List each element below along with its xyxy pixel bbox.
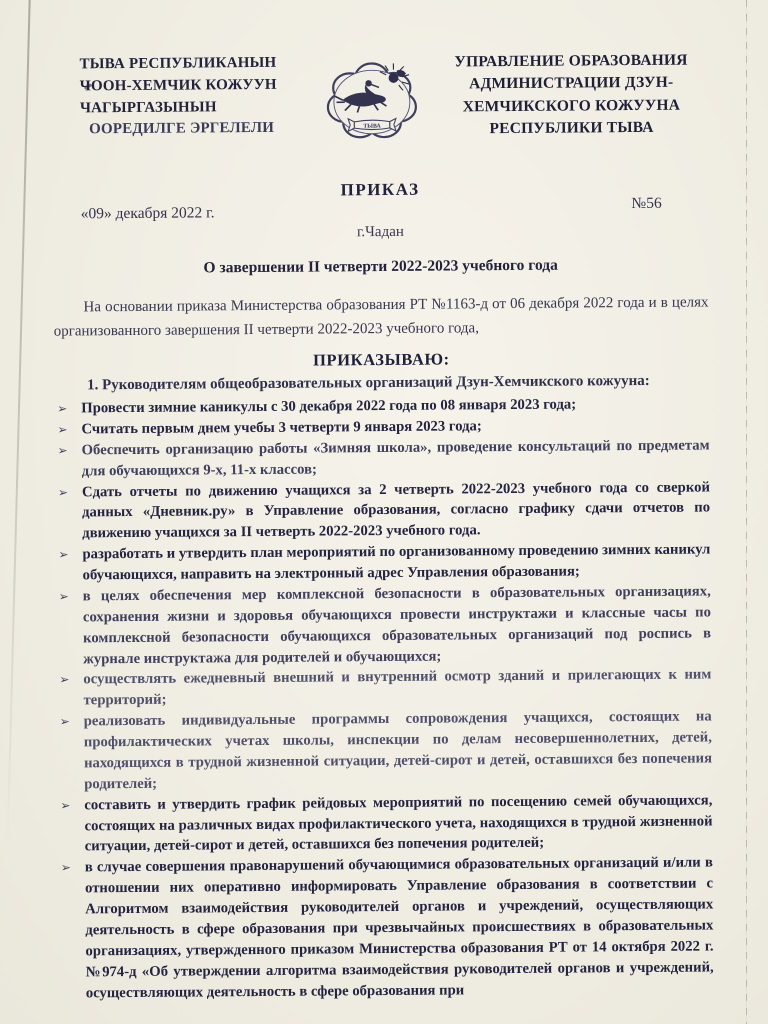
arrow-bullet-icon: ➢ bbox=[60, 798, 71, 813]
list-item-text: Провести зимние каникулы с 30 декабря 2022 года по 08 января 2023 года; bbox=[81, 396, 577, 417]
arrow-bullet-icon: ➢ bbox=[59, 672, 70, 687]
resolution-heading: ПРИКАЗЫВАЮ: bbox=[312, 349, 450, 370]
org-line: УПРАВЛЕНИЕ ОБРАЗОВАНИЯ bbox=[454, 51, 688, 71]
list-item bbox=[56, 581, 712, 670]
arrow-bullet-icon: ➢ bbox=[58, 547, 69, 562]
letterhead bbox=[51, 49, 707, 156]
org-line: РЕСПУБЛИКИ ТЫВА bbox=[489, 119, 654, 138]
list-item-text: разработать и утвердить план мероприятий по организованному проведению зимних каникул обучающихся, направить на электронный адрес Управления образования; bbox=[82, 541, 711, 584]
list-item-text: в целях обеспечения мер комплексной безопасности в образовательных организациях, сохранения жизни и здоровья обучающихся провести инструктажи и классные часы по комплексной безопасности обучающихся образовательных организаций под роспись в журнале инструктажа для родителей и обучающихся; bbox=[82, 583, 712, 667]
tyva-coat-of-arms-icon bbox=[319, 54, 424, 155]
order-items-list bbox=[54, 393, 714, 1004]
list-item bbox=[57, 707, 713, 796]
org-line: ООРЕДИЛГЕ ЭРГЕЛЕЛИ bbox=[89, 120, 275, 138]
org-name-tuvan bbox=[79, 53, 308, 142]
preamble-paragraph: На основании приказа Министерства образования РТ №1163-д от 06 декабря 2022 года и в целях организованного завершения II четверти 2022-2023 учебного года, bbox=[53, 294, 709, 340]
list-item-text: составить и утвердить график рейдовых мероприятий по посещению семей обучающихся, состоящих на различных видах профилактического учета, находящихся в трудной жизненной ситуации, детей-сирот и детей, оставшихся без попечения родителей; bbox=[84, 792, 713, 855]
list-item bbox=[55, 477, 710, 545]
svg-text:ТЫВА: ТЫВА bbox=[363, 123, 381, 130]
list-item-text: Сдать отчеты по движению учащихся за 2 четверть 2022-2023 учебного года со сверкой данных «Дневник.ру» в Управление образования, согласно графику сдачи отчетов по движению учащихся за II четверть 2022-2023 учебного года. bbox=[81, 478, 711, 542]
document-type-heading: ПРИКАЗ bbox=[340, 179, 420, 200]
list-item bbox=[55, 435, 710, 482]
arrow-bullet-icon: ➢ bbox=[60, 860, 71, 875]
arrow-bullet-icon: ➢ bbox=[58, 589, 69, 604]
list-item bbox=[58, 853, 714, 1004]
arrow-bullet-icon: ➢ bbox=[57, 422, 68, 437]
document-subject-title: О завершении II четверти 2022-2023 учебного года bbox=[203, 256, 558, 277]
document-date: «09» декабря 2022 г. bbox=[80, 204, 215, 223]
arrow-bullet-icon: ➢ bbox=[57, 484, 69, 500]
arrow-bullet-icon: ➢ bbox=[59, 714, 70, 729]
list-item-text: осуществлять ежедневный внешний и внутренний осмотр зданий и прилегающих к ним территорий; bbox=[83, 666, 712, 709]
date-number-row bbox=[53, 194, 708, 223]
list-item-text: Считать первым днем учебы 3 четверти 9 января 2023 года; bbox=[81, 417, 482, 438]
list-item-text: реализовать индивидуальные программы сопровождения учащихся, состоящих на профилактических учетах школы, инспекции по делам несовершеннолетних, детей, находящихся в трудной жизненной ситуации, детей-сирот и детей, оставшихся без попечения родителей; bbox=[83, 708, 713, 793]
document-number: №56 bbox=[631, 194, 662, 213]
list-item-text: в случае совершения правонарушений обучающимися образовательных организаций и/или в отношении них оперативно информировать Управление образования в соответствии с Алгоритмом взаимодействия руководителей органов и учреждений, осуществляющих деятельность в сфере образования при чрезвычайных происшествиях в образовательных организациях, утвержденного приказом Министерства образования РТ от 14 октября 2022 г. №974-д «Об утверждении алгоритма взаимодействия руководителей органов и учреждений, осуществляющих деятельность в сфере образования при bbox=[84, 854, 714, 1001]
document-city: г.Чадан bbox=[356, 223, 404, 241]
org-line: ЧООН-ХЕМЧИК КОЖУУН bbox=[79, 76, 277, 95]
arrow-bullet-icon: ➢ bbox=[57, 443, 68, 458]
point-1: 1. Руководителям общеобразовательных организаций Дзун-Хемчикского кожууна: bbox=[87, 372, 650, 394]
org-line: ХЕМЧИКСКОГО КОЖУУНА bbox=[462, 96, 681, 116]
list-item bbox=[56, 665, 711, 712]
list-item bbox=[57, 790, 712, 858]
list-item bbox=[55, 540, 710, 587]
org-name-russian bbox=[435, 49, 707, 141]
arrow-bullet-icon: ➢ bbox=[57, 401, 68, 416]
list-item-text: Обеспечить организацию работы «Зимняя школа», проведение консультаций по предметам для обучающихся 9-х, 11-х классов; bbox=[81, 437, 710, 479]
org-line: ТЫВА РЕСПУБЛИКАНЫН bbox=[79, 54, 277, 73]
org-line: АДМИНИСТРАЦИИ ДЗУН- bbox=[469, 74, 674, 93]
org-line: ЧАГЫРГАЗЫНЫН bbox=[79, 98, 217, 116]
